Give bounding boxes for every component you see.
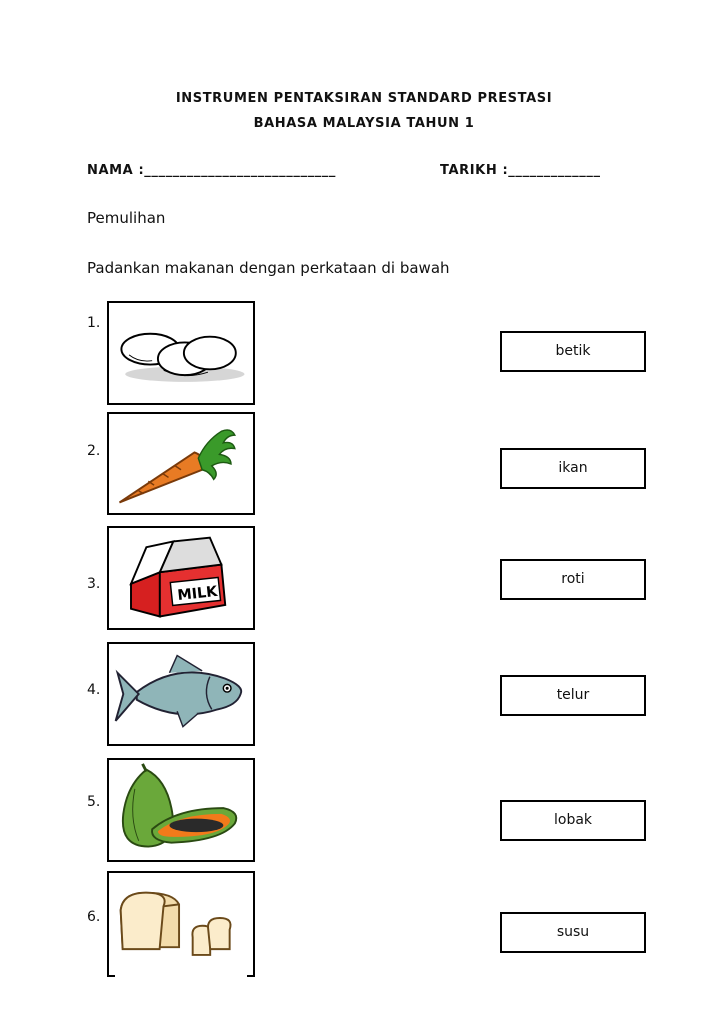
word-box-roti[interactable]: roti — [500, 559, 646, 600]
word-box-telur[interactable]: telur — [500, 675, 646, 716]
item-number-5: 5. — [87, 794, 101, 810]
item-number-4: 4. — [87, 682, 101, 698]
section-heading: Pemulihan — [87, 209, 166, 227]
eggs-image — [107, 301, 255, 405]
carrot-image — [107, 412, 255, 515]
svg-text:MILK: MILK — [176, 583, 219, 605]
papaya-image — [107, 758, 255, 862]
item-number-3: 3. — [87, 576, 101, 592]
milk-carton-image — [107, 526, 255, 630]
bread-image — [107, 871, 255, 961]
word-box-betik[interactable]: betik — [500, 331, 646, 372]
worksheet-title: INSTRUMEN PENTAKSIRAN STANDARD PRESTASI — [175, 91, 553, 106]
worksheet-subtitle: BAHASA MALAYSIA TAHUN 1 — [253, 116, 475, 131]
item-number-1: 1. — [87, 315, 101, 331]
date-field: TARIKH :_____________ — [440, 163, 601, 178]
frame-corner-left — [107, 961, 115, 977]
item-number-2: 2. — [87, 443, 101, 459]
word-box-susu[interactable]: susu — [500, 912, 646, 953]
item-number-6: 6. — [87, 909, 101, 925]
word-box-ikan[interactable]: ikan — [500, 448, 646, 489]
frame-corner-right — [247, 961, 255, 977]
fish-image — [107, 642, 255, 746]
name-field: NAMA :___________________________ — [87, 163, 336, 178]
word-box-lobak[interactable]: lobak — [500, 800, 646, 841]
instruction-text: Padankan makanan dengan perkataan di bawah — [87, 259, 450, 277]
